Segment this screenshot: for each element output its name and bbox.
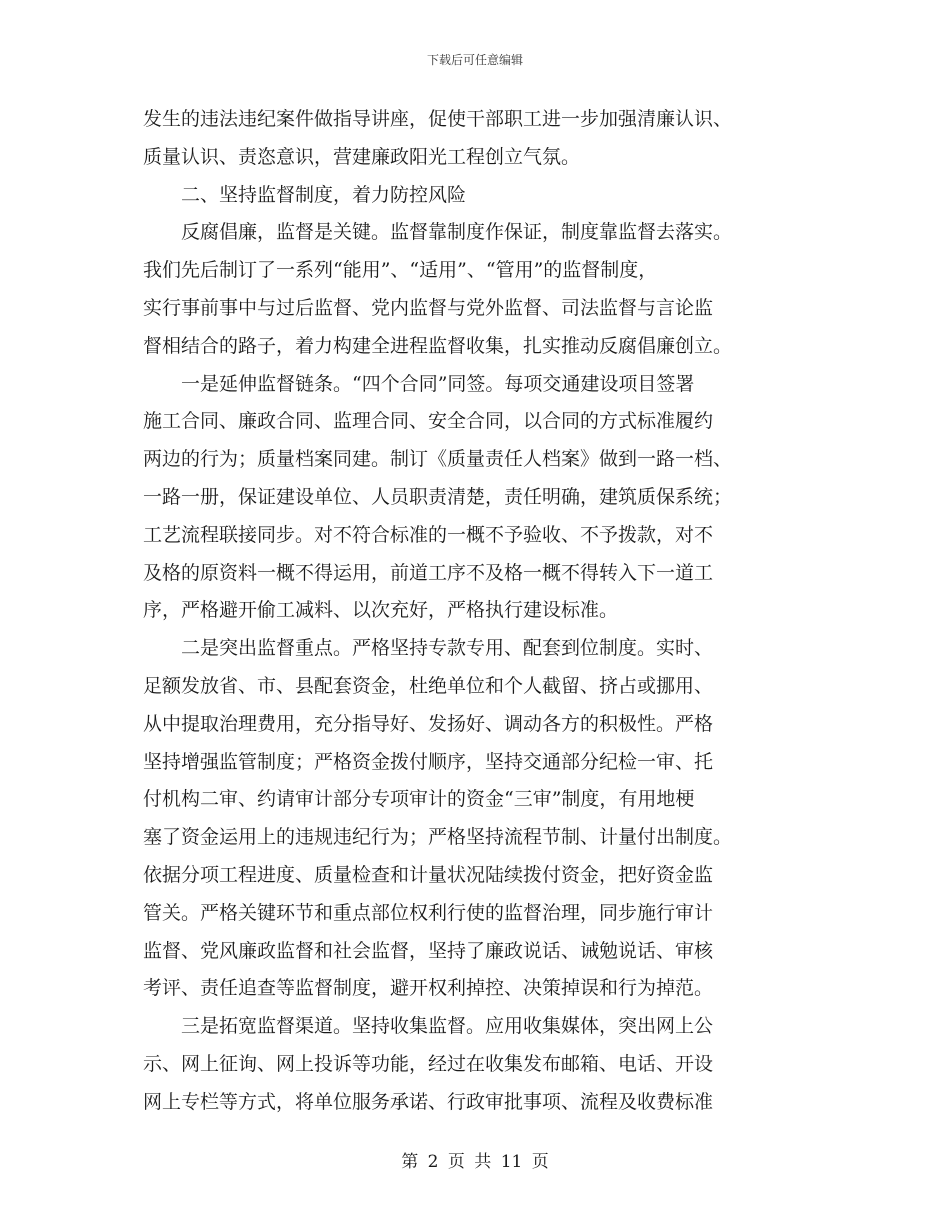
text-line: 一是延伸监督链条。“四个合同”同签。每项交通建设项目签署 xyxy=(181,372,695,395)
text-line: 督相结合的路子，着力构建全进程监督收集，扎实推动反腐倡廉创立。 xyxy=(143,334,733,357)
text-line: 序，严格避开偷工减料、以次充好，严格执行建设标准。 xyxy=(143,599,619,622)
text-line: 从中提取治理费用，充分指导好、发扬好、调动各方的积极性。严格 xyxy=(143,712,714,735)
text-line: 付机构二审、约请审计部分专项审计的资金“三审”制度，有用地梗 xyxy=(143,788,695,811)
text-line: 网上专栏等方式，将单位服务承诺、行政审批事项、流程及收费标准 xyxy=(143,1090,714,1113)
text-line: 施工合同、廉政合同、监理合同、安全合同，以合同的方式标准履约 xyxy=(143,410,714,433)
text-line: 足额发放省、市、县配套资金，杜绝单位和个人截留、挤占或挪用、 xyxy=(143,674,714,697)
text-line: 坚持增强监管制度；严格资金拨付顺序，坚持交通部分纪检一审、托 xyxy=(143,750,714,773)
page-header: 下载后可任意编辑 xyxy=(426,53,523,67)
text-line: 示、网上征询、网上投诉等功能，经过在收集发布邮箱、电话、开设 xyxy=(143,1052,714,1075)
page-footer: 第 2 页 共 11 页 xyxy=(401,1152,549,1172)
text-line: 发生的违法违纪案件做指导讲座，促使干部职工进一步加强清廉认识、 xyxy=(143,108,733,130)
text-line: 依据分项工程进度、质量检查和计量状况陆续拨付资金，把好资金监 xyxy=(143,863,714,886)
text-line: 考评、责任追查等监督制度，避开权利掉控、决策掉误和行为掉范。 xyxy=(143,977,714,1000)
text-line: 二、坚持监督制度，着力防控风险 xyxy=(181,183,467,206)
text-line: 实行事前事中与过后监督、党内监督与党外监督、司法监督与言论监 xyxy=(143,296,714,319)
text-line: 质量认识、责恣意识，营建廉政阳光工程创立气氛。 xyxy=(143,145,581,168)
text-line: 二是突出监督重点。严格坚持专款专用、配套到位制度。实时、 xyxy=(181,637,714,660)
text-line: 我们先后制订了一系列“能用”、“适用”、“管用”的监督制度， xyxy=(143,259,658,282)
text-line: 监督、党风廉政监督和社会监督，坚持了廉政说话、诫勉说话、审核 xyxy=(143,939,714,962)
text-line: 三是拓宽监督渠道。坚持收集监督。应用收集媒体，突出网上公 xyxy=(181,1015,714,1038)
text-line: 塞了资金运用上的违规违纪行为；严格坚持流程节制、计量付出制度。 xyxy=(143,826,733,849)
text-line: 管关。严格关键环节和重点部位权利行使的监督治理，同步施行审计 xyxy=(143,901,714,924)
document-body xyxy=(143,101,808,1122)
text-line: 一路一册，保证建设单位、人员职责清楚，责任明确，建筑质保系统； xyxy=(143,485,733,508)
text-line: 及格的原资料一概不得运用，前道工序不及格一概不得转入下一道工 xyxy=(143,561,714,584)
text-line: 工艺流程联接同步。对不符合标准的一概不予验收、不予拨款，对不 xyxy=(143,523,714,546)
text-line: 两边的行为；质量档案同建。制订《质量责任人档案》做到一路一档、 xyxy=(143,448,733,471)
text-line: 反腐倡廉，监督是关键。监督靠制度作保证，制度靠监督去落实。 xyxy=(181,221,733,244)
